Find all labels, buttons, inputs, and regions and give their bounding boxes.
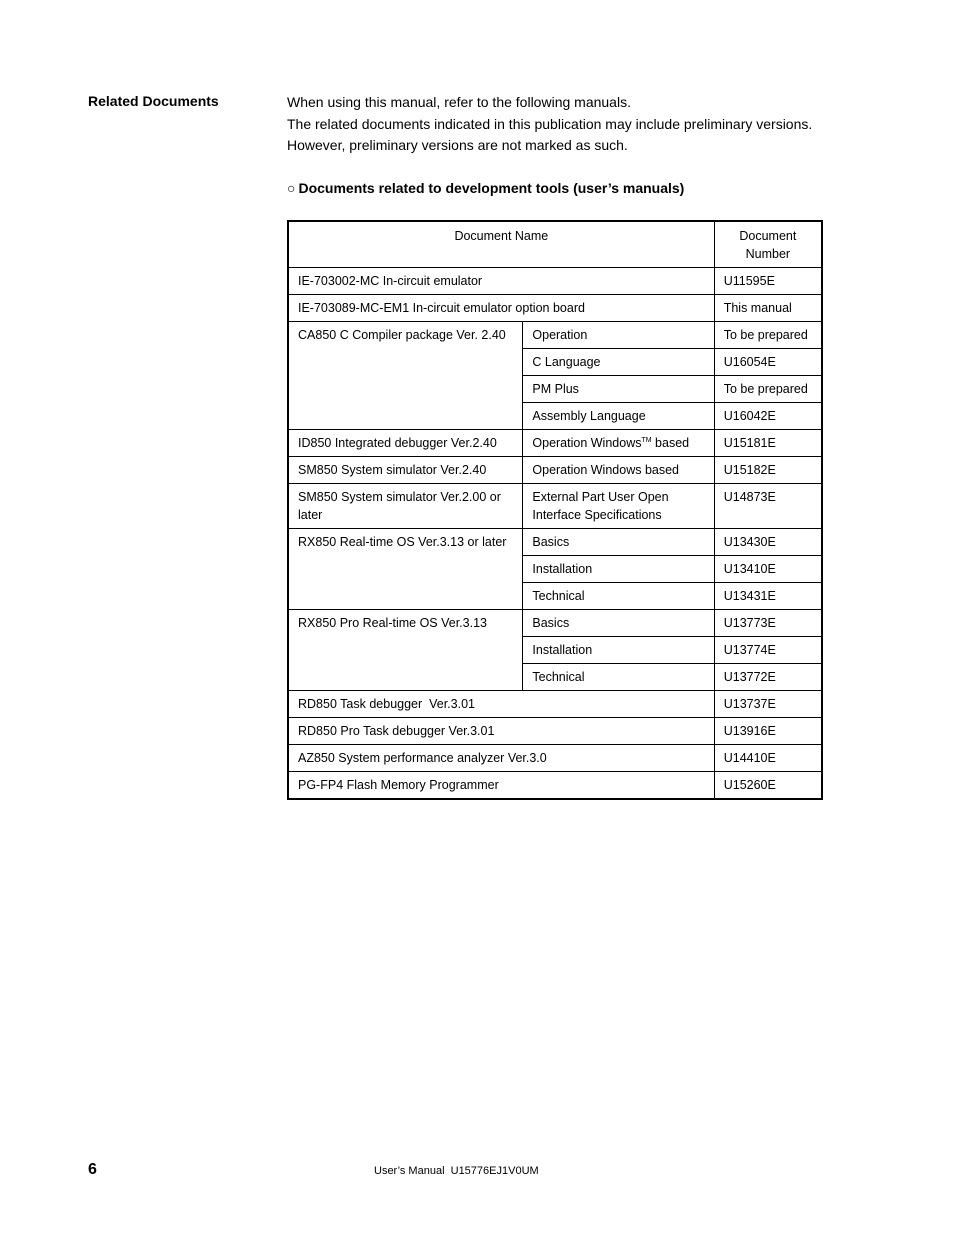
document-sub-cell	[523, 484, 714, 529]
document-sub-cell	[523, 430, 714, 457]
document-sub-cell: Technical	[523, 583, 714, 610]
document-number-cell: U13430E	[714, 529, 822, 556]
section-heading	[287, 180, 684, 196]
document-number-cell: U16042E	[714, 403, 822, 430]
table-row	[288, 772, 822, 800]
document-name-cell: ID850 Integrated debugger Ver.2.40	[288, 430, 523, 457]
document-number-cell: U13737E	[714, 691, 822, 718]
circle-bullet-icon: ○	[287, 180, 296, 196]
document-name-cell	[288, 484, 523, 529]
document-name-cell: IE-703089-MC-EM1 In-circuit emulator option board	[288, 295, 714, 322]
document-sub-cell: Technical	[523, 664, 714, 691]
document-sub-cell: Installation	[523, 556, 714, 583]
document-number-cell: U13431E	[714, 583, 822, 610]
section-title: Documents related to development tools (user’s manuals)	[298, 180, 685, 196]
document-name-cell: SM850 System simulator Ver.2.40	[288, 457, 523, 484]
header-number-line: Number	[745, 247, 791, 261]
sub-text: based	[651, 436, 690, 450]
document-name-cell: PG-FP4 Flash Memory Programmer	[288, 772, 714, 800]
document-number-cell: To be prepared	[714, 322, 822, 349]
document-sub-cell: PM Plus	[523, 376, 714, 403]
document-number-cell: U15181E	[714, 430, 822, 457]
document-number-cell: U11595E	[714, 268, 822, 295]
document-number-cell: This manual	[714, 295, 822, 322]
table-row	[288, 430, 822, 457]
document-name-cell: RD850 Pro Task debugger Ver.3.01	[288, 718, 714, 745]
document-sub-cell: Basics	[523, 610, 714, 637]
document-name-cell: IE-703002-MC In-circuit emulator	[288, 268, 714, 295]
intro-line: However, preliminary versions are not marked as such.	[287, 137, 628, 153]
table-row	[288, 691, 822, 718]
document-number-cell: U13410E	[714, 556, 822, 583]
table-header-row	[288, 221, 822, 268]
document-name-cell: RD850 Task debugger Ver.3.01	[288, 691, 714, 718]
table-row	[288, 529, 822, 556]
sub-line: External Part User Open	[532, 490, 669, 504]
document-sub-cell: Installation	[523, 637, 714, 664]
sub-text: Operation Windows	[532, 436, 642, 450]
document-name-cell: RX850 Real-time OS Ver.3.13 or later	[288, 529, 523, 610]
document-number-cell: U13772E	[714, 664, 822, 691]
document-number-cell: U14873E	[714, 484, 822, 529]
table-row	[288, 718, 822, 745]
table-row	[288, 295, 822, 322]
document-number-cell: U13774E	[714, 637, 822, 664]
table-row	[288, 268, 822, 295]
document-number-cell: U15260E	[714, 772, 822, 800]
document-number-cell: To be prepared	[714, 376, 822, 403]
table-row	[288, 745, 822, 772]
intro-paragraph	[287, 92, 847, 157]
trademark-mark: TM	[641, 437, 652, 444]
document-sub-cell: Operation	[523, 322, 714, 349]
header-document-name: Document Name	[288, 221, 714, 268]
document-number-cell: U13773E	[714, 610, 822, 637]
table-row	[288, 457, 822, 484]
footer-manual-id: User’s Manual U15776EJ1V0UM	[374, 1165, 539, 1177]
sub-line: Interface Specifications	[532, 508, 662, 522]
document-number-cell: U13916E	[714, 718, 822, 745]
document-name-cell: CA850 C Compiler package Ver. 2.40	[288, 322, 523, 430]
document-name-cell: RX850 Pro Real-time OS Ver.3.13	[288, 610, 523, 691]
page-number: 6	[88, 1161, 97, 1178]
name-line: later	[298, 508, 323, 522]
document-sub-cell: Basics	[523, 529, 714, 556]
header-document-number	[714, 221, 822, 268]
table-row	[288, 322, 822, 349]
intro-line: When using this manual, refer to the following manuals.	[287, 94, 631, 110]
name-line: SM850 System simulator Ver.2.00 or	[298, 490, 501, 504]
side-heading: Related Documents	[88, 93, 219, 109]
document-sub-cell: C Language	[523, 349, 714, 376]
table-row	[288, 484, 822, 529]
intro-line: The related documents indicated in this publication may include preliminary versions.	[287, 115, 813, 132]
document-sub-cell: Assembly Language	[523, 403, 714, 430]
header-number-line: Document	[739, 229, 797, 243]
document-number-cell: U15182E	[714, 457, 822, 484]
document-number-cell: U16054E	[714, 349, 822, 376]
related-documents-table	[287, 220, 823, 800]
document-name-cell: AZ850 System performance analyzer Ver.3.0	[288, 745, 714, 772]
document-sub-cell: Operation Windows based	[523, 457, 714, 484]
document-number-cell: U14410E	[714, 745, 822, 772]
table-row	[288, 610, 822, 637]
